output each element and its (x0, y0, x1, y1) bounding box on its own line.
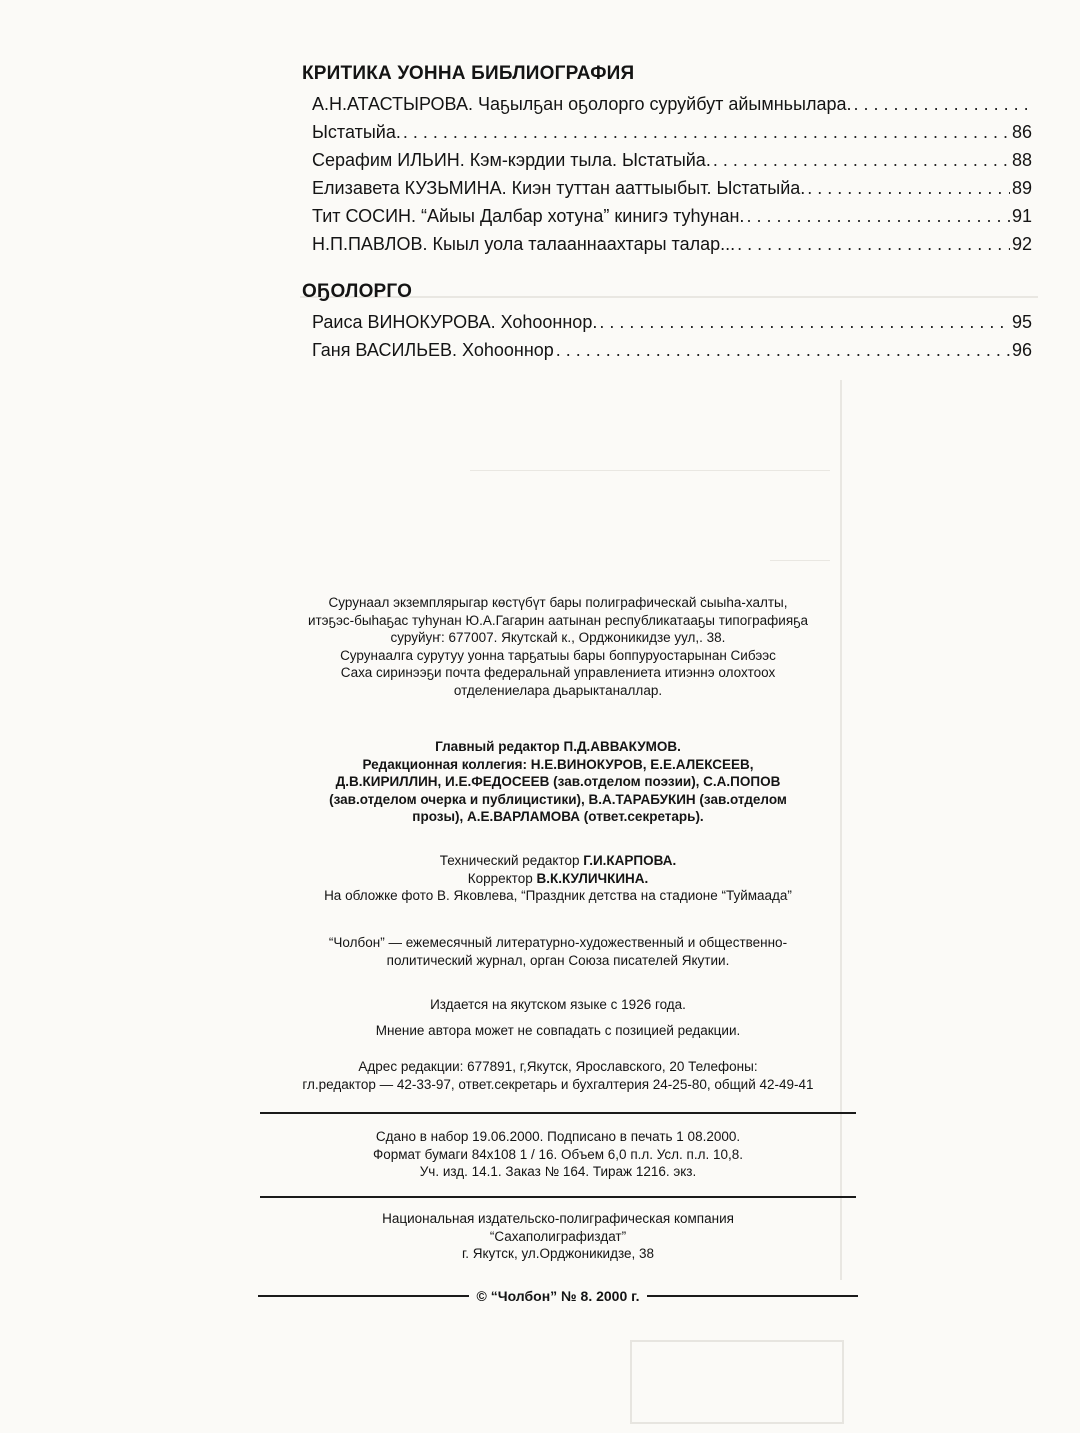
toc-entry (302, 174, 1032, 202)
copyright-rule-left (258, 1295, 469, 1297)
toc-entry-page: 86 (1011, 122, 1032, 142)
editorial-board (258, 738, 858, 826)
toc-entry-title: Серафим ИЛЬИН. Кэм-кэрдии тыла. Ыстатыйа. (312, 150, 711, 170)
bleed-through-line (770, 560, 830, 561)
toc-section-children (302, 280, 1032, 364)
imprint-line: “Чолбон” — ежемесячный литературно-художественный и общественно- (328, 935, 788, 950)
corrector-label: Корректор (467, 870, 533, 886)
imprint-line: (зав.отделом очерка и публицистики), В.А.ТАРАБУКИН (зав.отделом (329, 791, 787, 807)
toc-leader-dots (746, 202, 1010, 230)
toc-entry (302, 90, 1032, 118)
print-info (258, 1128, 858, 1181)
imprint-line: Национальная издательско-полиграфическая компания (382, 1211, 734, 1226)
copyright-rule-right (647, 1295, 858, 1297)
toc-entry (302, 146, 1032, 174)
bleed-through-stamp (630, 1340, 844, 1424)
toc-entry-title: Раиса ВИНОКУРОВА. Хоhооннор. (312, 312, 598, 332)
imprint-line: Саха сиринээҕи почта федеральнай управлениета итиэннэ олохтоох (340, 665, 776, 680)
imprint-line: Формат бумаги 84x108 1 / 16. Объем 6,0 п.л. Усл. п.л. 10,8. (372, 1146, 744, 1162)
toc-entry (302, 308, 1032, 336)
toc-entry-page: 95 (1011, 312, 1032, 332)
toc-entry-title: А.Н.АТАСТЫРОВА. Чаҕылҕан оҕолорго суруйбут айымньылара. (312, 94, 852, 114)
imprint-line: суруйуҥ: 677007. Якутскай к., Орджоникидзе уул,. 38. (390, 630, 726, 645)
tech-editor-line (258, 852, 858, 870)
toc-entry-page: 89 (1011, 178, 1032, 198)
imprint-line: Д.В.КИРИЛЛИН, И.Е.ФЕДОСЕЕВ (зав.отделом поэзии), С.А.ПОПОВ (335, 774, 781, 789)
imprint-line: Сурунаал экземплярыгар көстүбүт бары полиграфическай сыыһа-халты, (328, 595, 788, 610)
tech-editor-name: Г.И.КАРПОВА. (583, 853, 677, 868)
imprint-line: политический журнал, орган Союза писателей Якутии. (386, 952, 730, 968)
toc-entry-title: Ыстатыйа. (312, 122, 401, 142)
copyright-line (258, 1284, 858, 1308)
imprint-line: прозы), А.Е.ВАРЛАМОВА (ответ.секретарь). (412, 809, 704, 824)
toc-entry-title: Тит СОСИН. “Айыы Далбар хотуна” кинигэ туһунан. (312, 206, 745, 226)
toc-entry (302, 118, 1032, 146)
divider (260, 1112, 856, 1114)
publisher-info (258, 1210, 858, 1263)
corrector-line (258, 870, 858, 888)
toc-leader-dots (737, 230, 1010, 258)
toc-leader-dots (403, 118, 1010, 146)
imprint-line: Главный редактор П.Д.АВВАКУМОВ. (435, 739, 681, 754)
toc-entry-title: Ганя ВАСИЛЬЕВ. Хоhооннор (312, 340, 554, 360)
imprint-line: отделениелара дьарыктаналлар. (453, 682, 663, 698)
imprint-line: итэҕэс-быһаҕас туһунан Ю.А.Гагарин аатынан республикатааҕы типографияҕа (307, 612, 809, 628)
toc-entry-page: 91 (1011, 206, 1032, 226)
toc-entry (302, 336, 1032, 364)
distribution-notice (258, 594, 858, 699)
imprint-line: г. Якутск, ул.Орджоникидзе, 38 (461, 1246, 655, 1261)
imprint-line: Сурунаалга сурутуу уонна тарҕатыы бары боппуруостарынан Сибээс (340, 647, 776, 663)
imprint-line: Сдано в набор 19.06.2000. Подписано в печать 1 08.2000. (375, 1129, 741, 1144)
toc-entry-page: 88 (1011, 150, 1032, 170)
toc-leader-dots (556, 336, 1010, 364)
editorial-disclaimer: Мнение автора может не совпадать с позицией редакции. (375, 1023, 741, 1038)
toc-leader-dots (807, 174, 1010, 202)
toc-leader-dots (599, 308, 1010, 336)
tech-editor-label: Технический редактор (439, 853, 580, 868)
imprint-line: “Сахаполиграфиздат” (489, 1228, 627, 1244)
toc-section-criticism (302, 62, 1032, 258)
imprint-line: Редакционная коллегия: Н.Е.ВИНОКУРОВ, Е.Е.АЛЕКСЕЕВ, (362, 756, 754, 772)
toc-entry-title: Н.П.ПАВЛОВ. Кыыл уола талааннаахтары талар... (312, 234, 736, 254)
imprint-line: Адрес редакции: 677891, г,Якутск, Ярославского, 20 Телефоны: (358, 1059, 758, 1074)
publishing-since: Издается на якутском языке с 1926 года. (430, 997, 686, 1012)
corrector-name: В.К.КУЛИЧКИНА. (536, 870, 649, 886)
imprint-line: Уч. изд. 14.1. Заказ № 164. Тираж 1216. экз. (419, 1164, 697, 1179)
toc-entry (302, 202, 1032, 230)
toc-entry-page: 92 (1011, 234, 1032, 254)
divider (260, 1196, 856, 1198)
technical-staff (258, 852, 858, 905)
toc-entry-title: Елизавета КУЗЬМИНА. Киэн туттан ааттыыбыт. Ыстатыйа. (312, 178, 806, 198)
toc-heading: ОҔОЛОРГО (302, 281, 413, 302)
toc-leader-dots (713, 146, 1010, 174)
toc-heading: КРИТИКА УОННА БИБЛИОГРАФИЯ (302, 63, 635, 84)
toc-entry (302, 230, 1032, 258)
bleed-through-line (470, 470, 830, 471)
editorial-address (258, 1058, 858, 1093)
toc-leader-dots (854, 90, 1030, 118)
journal-description (258, 934, 858, 969)
copyright-text: © “Чолбон” № 8. 2000 г. (476, 1288, 640, 1304)
imprint-line: гл.редактор — 42-33-97, ответ.секретарь и бухгалтерия 24-25-80, общий 42-49-41 (302, 1076, 814, 1092)
cover-note: На обложке фото В. Яковлева, “Праздник детства на стадионе “Туймаада” (324, 888, 792, 903)
toc-entry-page: 96 (1011, 340, 1032, 360)
